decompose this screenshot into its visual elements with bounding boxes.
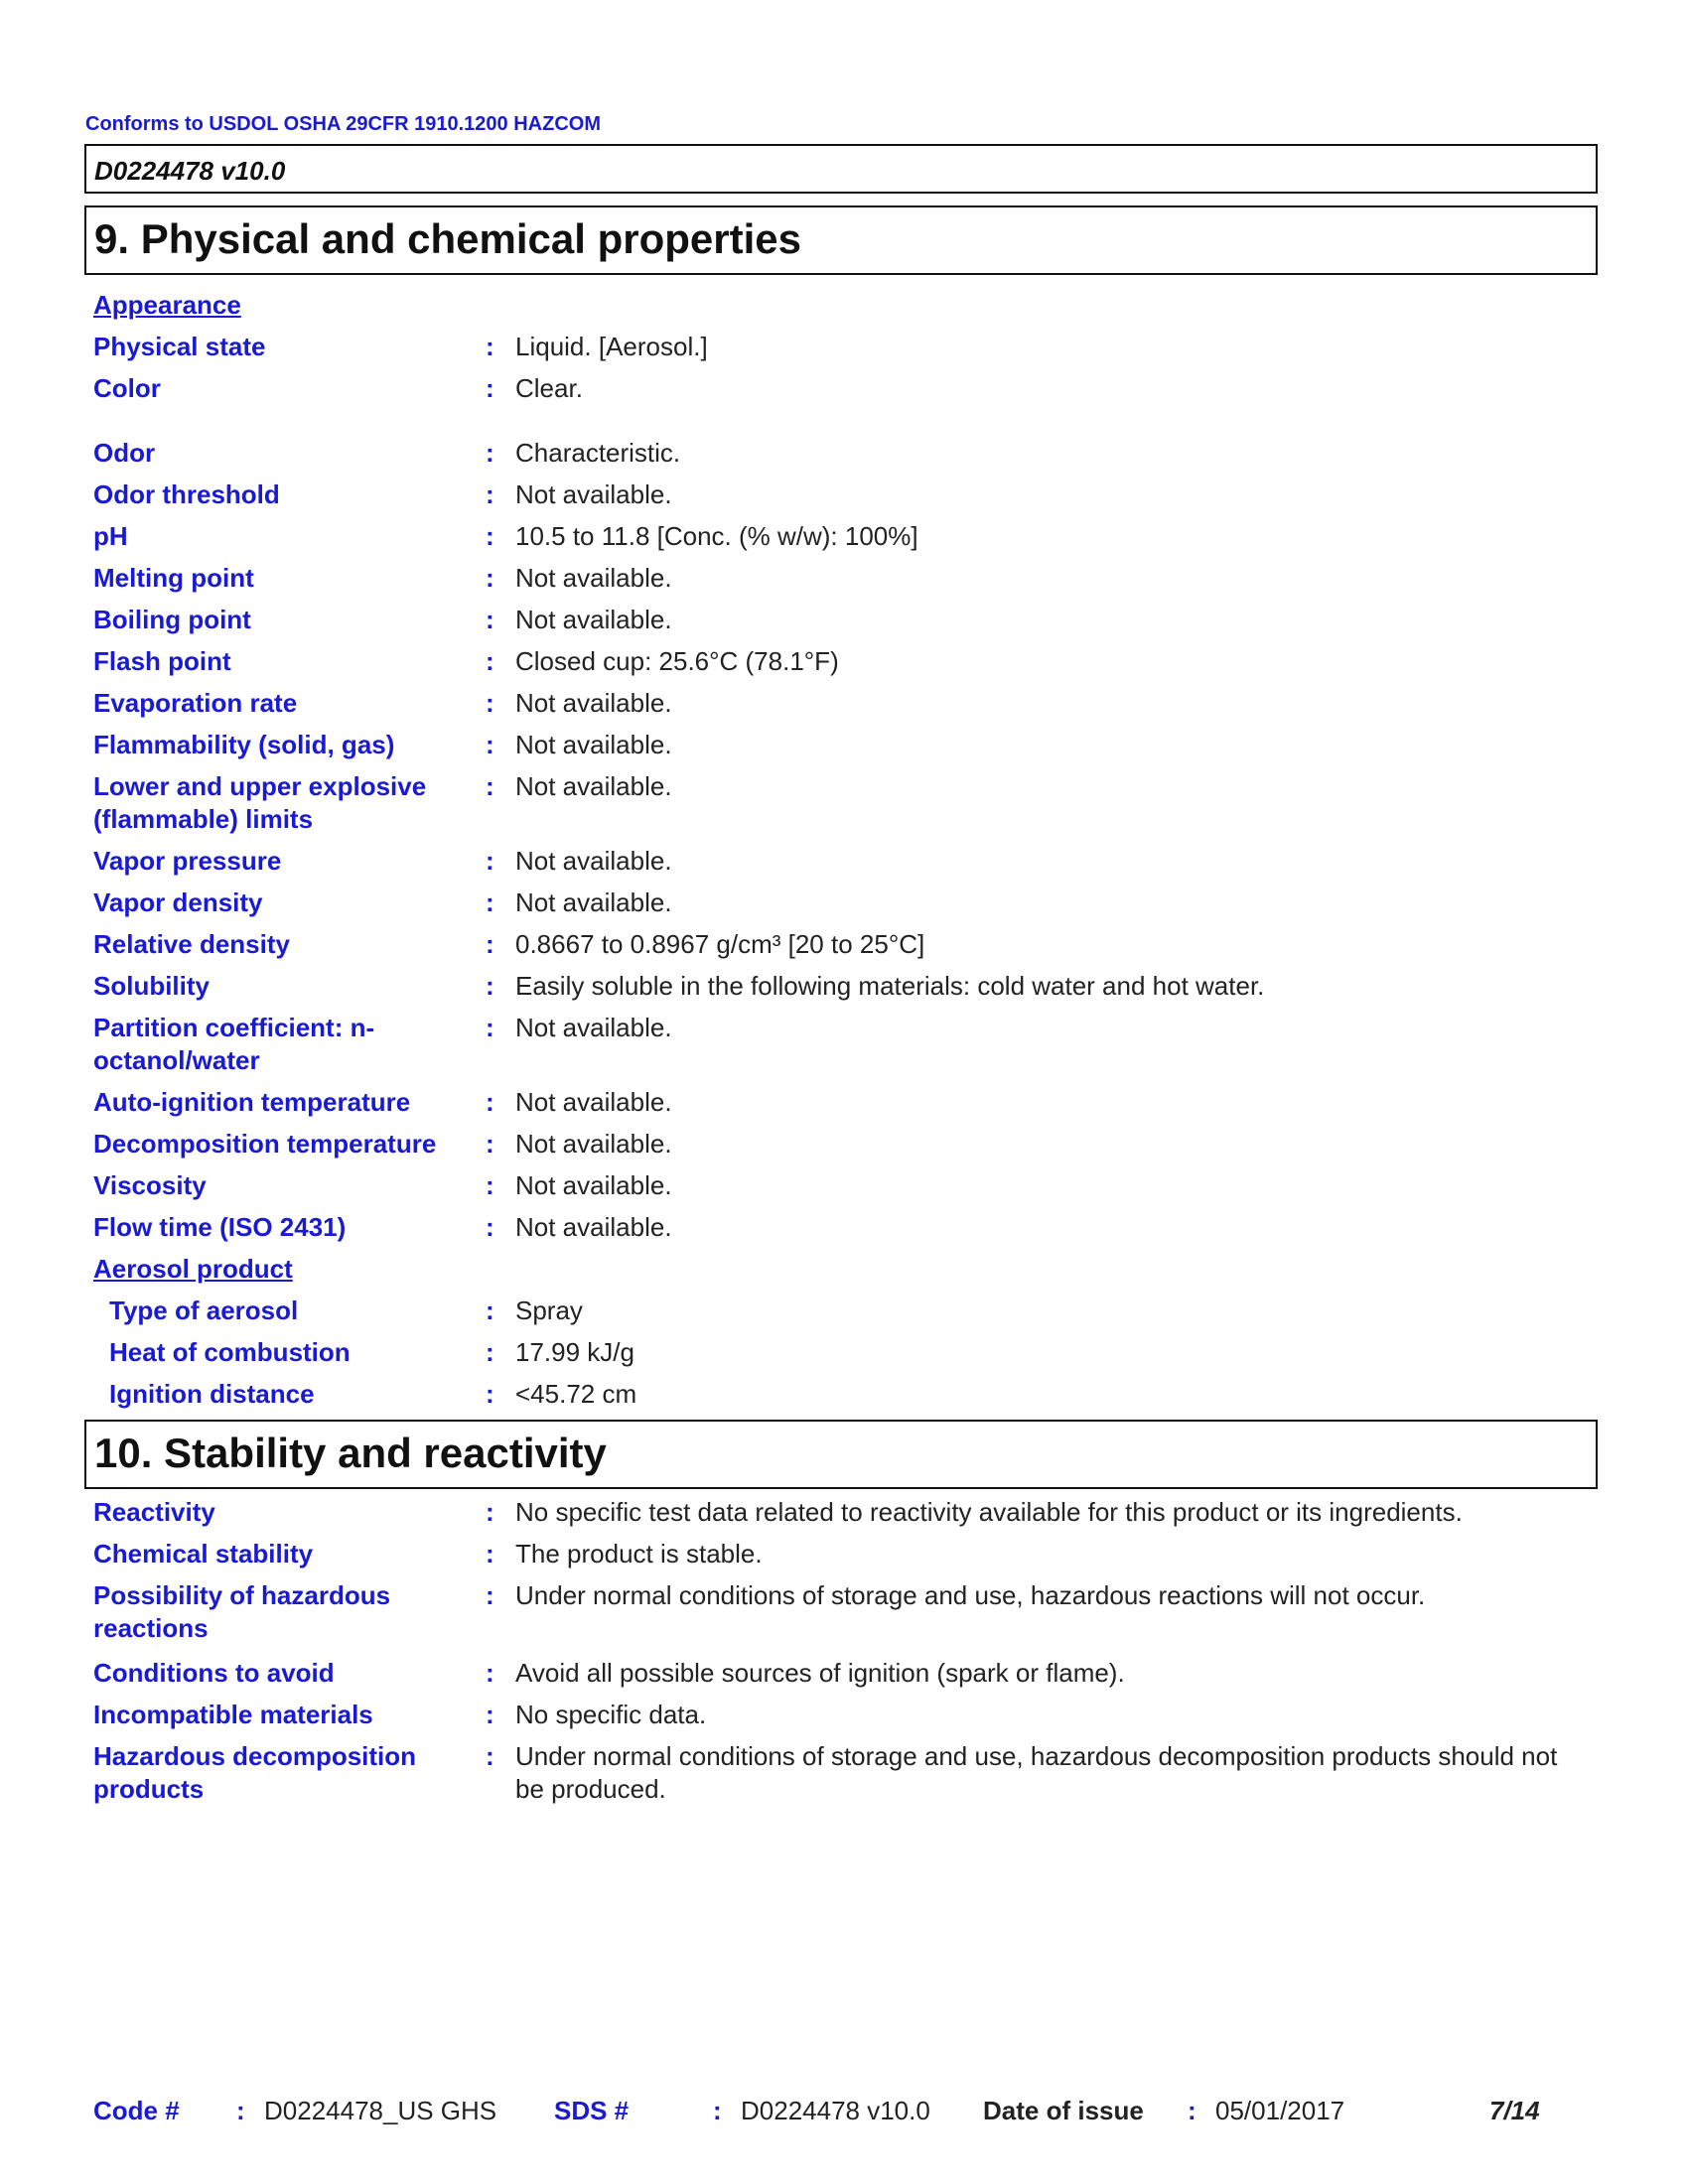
property-value: Not available. bbox=[515, 563, 672, 593]
colon-separator: : bbox=[486, 1013, 494, 1042]
property-label: Reactivity bbox=[93, 1497, 215, 1527]
aerosol-value: 17.99 kJ/g bbox=[515, 1337, 634, 1367]
colon-separator: : bbox=[486, 1580, 494, 1610]
colon-separator: : bbox=[486, 1212, 494, 1242]
property-label: Melting point bbox=[93, 563, 254, 593]
property-label: pH bbox=[93, 521, 128, 551]
aerosol-label: Heat of combustion bbox=[109, 1337, 351, 1367]
colon-separator: : bbox=[486, 1379, 494, 1409]
footer-date-label: Date of issue bbox=[983, 2096, 1144, 2125]
colon-separator: : bbox=[486, 1296, 494, 1325]
property-value: Not available. bbox=[515, 887, 672, 917]
property-label: Color bbox=[93, 373, 161, 403]
property-label: Relative density bbox=[93, 929, 290, 959]
property-value: Not available. bbox=[515, 688, 672, 718]
property-label: Chemical stability bbox=[93, 1539, 314, 1569]
colon-separator: : bbox=[486, 929, 494, 959]
property-label: Solubility bbox=[93, 971, 210, 1001]
property-value: Avoid all possible sources of ignition (spark or flame). bbox=[515, 1658, 1125, 1688]
colon-separator: : bbox=[486, 479, 494, 509]
property-label: Auto-ignition temperature bbox=[93, 1087, 411, 1117]
property-value: No specific test data related to reactivity available for this product or its ingredients. bbox=[515, 1497, 1463, 1527]
property-label: Flow time (ISO 2431) bbox=[93, 1212, 347, 1242]
property-value: Not available. bbox=[515, 605, 672, 634]
property-value: Easily soluble in the following materials: cold water and hot water. bbox=[515, 971, 1265, 1001]
colon-separator: : bbox=[486, 887, 494, 917]
colon-separator: : bbox=[486, 1129, 494, 1159]
property-value: Closed cup: 25.6°C (78.1°F) bbox=[515, 646, 839, 676]
section9-title: 9. Physical and chemical properties bbox=[94, 215, 801, 262]
colon-separator: : bbox=[486, 1741, 494, 1771]
aerosol-heading[interactable]: Aerosol product bbox=[93, 1254, 293, 1284]
property-value: Liquid. [Aerosol.] bbox=[515, 332, 708, 361]
page-number: 7/14 bbox=[1489, 2096, 1540, 2125]
colon-separator: : bbox=[486, 438, 494, 468]
property-label: Vapor pressure bbox=[93, 846, 282, 876]
property-label: Evaporation rate bbox=[93, 688, 298, 718]
colon-separator: : bbox=[1188, 2096, 1196, 2125]
conformance-note: Conforms to USDOL OSHA 29CFR 1910.1200 HAZCOM bbox=[85, 113, 601, 135]
property-label: Vapor density bbox=[93, 887, 263, 917]
property-value: Characteristic. bbox=[515, 438, 681, 468]
aerosol-value: <45.72 cm bbox=[515, 1379, 637, 1409]
property-label: Partition coefficient: n-octanol/water bbox=[93, 1013, 375, 1075]
colon-separator: : bbox=[486, 1658, 494, 1688]
colon-separator: : bbox=[486, 563, 494, 593]
aerosol-label: Type of aerosol bbox=[109, 1296, 299, 1325]
property-value: Under normal conditions of storage and use, hazardous decomposition products should not be produced. bbox=[515, 1741, 1558, 1804]
footer-code-value: D0224478_US GHS bbox=[264, 2096, 497, 2125]
section10-title: 10. Stability and reactivity bbox=[94, 1430, 607, 1476]
property-label: Lower and upper explosive (flammable) limits bbox=[93, 771, 427, 834]
property-value: 0.8667 to 0.8967 g/cm³ [20 to 25°C] bbox=[515, 929, 925, 959]
property-label: Incompatible materials bbox=[93, 1700, 373, 1729]
colon-separator: : bbox=[486, 605, 494, 634]
property-label: Flash point bbox=[93, 646, 231, 676]
property-label: Possibility of hazardous reactions bbox=[93, 1580, 391, 1643]
section10-header bbox=[84, 1420, 1598, 1489]
colon-separator: : bbox=[486, 1170, 494, 1200]
colon-separator: : bbox=[486, 373, 494, 403]
property-value: Not available. bbox=[515, 1129, 672, 1159]
property-label: Odor threshold bbox=[93, 479, 280, 509]
document-id-box bbox=[84, 144, 1598, 194]
footer-code-label: Code # bbox=[93, 2096, 180, 2125]
colon-separator: : bbox=[486, 971, 494, 1001]
aerosol-label: Ignition distance bbox=[109, 1379, 315, 1409]
property-value: Not available. bbox=[515, 1212, 672, 1242]
appearance-heading[interactable]: Appearance bbox=[93, 290, 241, 320]
footer-sds-label: SDS # bbox=[554, 2096, 630, 2125]
property-value: Not available. bbox=[515, 771, 672, 801]
property-value: The product is stable. bbox=[515, 1539, 763, 1569]
property-value: Not available. bbox=[515, 846, 672, 876]
property-label: Odor bbox=[93, 438, 156, 468]
property-label: Hazardous decomposition products bbox=[93, 1741, 417, 1804]
colon-separator: : bbox=[486, 1087, 494, 1117]
colon-separator: : bbox=[486, 771, 494, 801]
colon-separator: : bbox=[236, 2096, 245, 2125]
property-label: Boiling point bbox=[93, 605, 251, 634]
property-value: Not available. bbox=[515, 1087, 672, 1117]
colon-separator: : bbox=[486, 1337, 494, 1367]
property-value: Under normal conditions of storage and use, hazardous reactions will not occur. bbox=[515, 1580, 1426, 1610]
property-label: Physical state bbox=[93, 332, 266, 361]
colon-separator: : bbox=[486, 1539, 494, 1569]
colon-separator: : bbox=[486, 646, 494, 676]
document-id: D0224478 v10.0 bbox=[94, 156, 286, 186]
property-label: Flammability (solid, gas) bbox=[93, 730, 395, 759]
property-label: Viscosity bbox=[93, 1170, 207, 1200]
aerosol-value: Spray bbox=[515, 1296, 583, 1325]
property-value: Not available. bbox=[515, 1013, 672, 1042]
colon-separator: : bbox=[486, 1700, 494, 1729]
property-value: No specific data. bbox=[515, 1700, 707, 1729]
property-label: Decomposition temperature bbox=[93, 1129, 437, 1159]
footer-sds-value: D0224478 v10.0 bbox=[741, 2096, 930, 2125]
colon-separator: : bbox=[486, 1497, 494, 1527]
section9-header bbox=[84, 205, 1598, 275]
property-label: Conditions to avoid bbox=[93, 1658, 335, 1688]
property-value: Not available. bbox=[515, 1170, 672, 1200]
colon-separator: : bbox=[486, 846, 494, 876]
colon-separator: : bbox=[486, 688, 494, 718]
colon-separator: : bbox=[486, 332, 494, 361]
footer-date-value: 05/01/2017 bbox=[1215, 2096, 1345, 2125]
property-value: 10.5 to 11.8 [Conc. (% w/w): 100%] bbox=[515, 521, 918, 551]
colon-separator: : bbox=[713, 2096, 722, 2125]
property-value: Not available. bbox=[515, 479, 672, 509]
colon-separator: : bbox=[486, 521, 494, 551]
colon-separator: : bbox=[486, 730, 494, 759]
property-value: Not available. bbox=[515, 730, 672, 759]
property-value: Clear. bbox=[515, 373, 583, 403]
